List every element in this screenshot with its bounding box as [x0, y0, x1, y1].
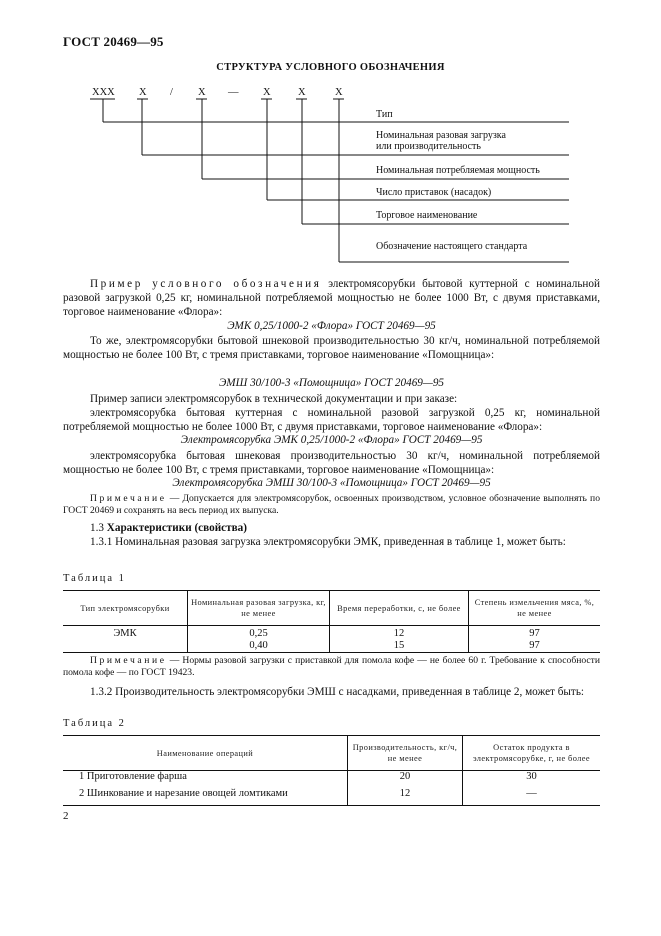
table2-cell-productivity: 12	[348, 788, 463, 806]
table2-header-residue: Остаток продукта в электромясорубке, г, не более	[463, 736, 601, 771]
table1-header-load: Номинальная разовая загрузка, кг, не менее	[188, 591, 330, 626]
section-1-3-title: Характеристики (свойства)	[106, 522, 247, 534]
example1-paragraph	[63, 277, 600, 319]
section-1-3-heading	[63, 521, 600, 535]
label-type: Тип	[376, 109, 393, 120]
designation-structure-diagram	[0, 0, 661, 270]
note2	[63, 655, 600, 679]
label-load-2: или производительность	[376, 141, 481, 152]
table2-cell-operation: 1 Приготовление фарша	[79, 771, 187, 782]
code-power: Х	[198, 87, 206, 98]
table1-cell-time: 12 15	[330, 626, 469, 653]
label-attachments: Число приставок (насадок)	[376, 187, 492, 198]
example2-designation: ЭМШ 30/100-3 «Помощница» ГОСТ 20469—95	[218, 377, 445, 389]
table2-cell-productivity: 20	[348, 771, 463, 789]
table-row	[63, 626, 600, 653]
example2-paragraph: То же, электромясорубки бытовой шнековой производительностью 30 кг/ч, номинальной потребляемой мощностью не более 100 Вт, с тремя приставками, торговое наименование «Помощница»:	[63, 335, 600, 361]
code-type: ХХХ	[92, 87, 115, 98]
table2-header-operation: Наименование операций	[63, 736, 348, 771]
note1	[63, 493, 600, 517]
table1-header-degree: Степень измельчения мяса, %, не менее	[469, 591, 601, 626]
example1-lead: Пример условного обозначения	[90, 278, 322, 290]
example1-text: электромясорубки бытовой куттерной с номинальной разовой загрузкой 0,25 кг, номинальной потребляемой мощностью не более 1000 Вт, с двумя приставками, торговое наименование «Флора»:	[63, 278, 600, 318]
table2-cell-residue: —	[463, 788, 601, 806]
table1	[63, 590, 600, 653]
document-header: ГОСТ 20469—95	[63, 34, 164, 49]
label-power: Номинальная потребляемая мощность	[376, 165, 540, 176]
table1-cell-degree: 97 97	[469, 626, 601, 653]
table-row	[63, 788, 600, 806]
code-trade-name: Х	[298, 87, 306, 98]
code-dash: —	[228, 87, 239, 98]
table-row	[63, 771, 600, 789]
example3-designation1: Электромясорубка ЭМК 0,25/1000-2 «Флора» ГОСТ 20469—95	[180, 434, 483, 446]
note2-text: — Нормы разовой загрузки с приставкой для помола кофе — не более 60 г. Требование к способности помола кофе — по ГОСТ 19423.	[63, 655, 600, 678]
note1-lead: Примечание	[90, 493, 167, 504]
paragraph-1-3-2: 1.3.2 Производительность электромясорубки ЭМШ с насадками, приведенная в таблице 2, может быть:	[90, 686, 585, 698]
label-load-1: Номинальная разовая загрузка	[376, 130, 506, 141]
section-1-3-number: 1.3	[90, 522, 104, 534]
code-slash: /	[170, 87, 173, 98]
page-number: 2	[63, 810, 69, 822]
code-standard: Х	[335, 87, 343, 98]
example3-text2: электромясорубка бытовая шнековая производительностью 30 кг/ч, номинальной потребляемой мощностью не более 100 Вт, с тремя приставками, торговое наименование «Помощница»:	[63, 450, 600, 476]
table2-label: Таблица 2	[63, 718, 126, 729]
table1-cell-load: 0,25 0,40	[188, 626, 330, 653]
note2-lead: Примечание	[90, 655, 167, 666]
table2-header-productivity: Производительность, кг/ч, не менее	[348, 736, 463, 771]
table2-cell-residue: 30	[463, 771, 601, 789]
table2-cell-operation: 2 Шинкование и нарезание овощей ломтиками	[63, 788, 348, 806]
table1-cell-type: ЭМК	[63, 626, 188, 653]
table1-header-time: Время переработки, с, не более	[330, 591, 469, 626]
section-title: СТРУКТУРА УСЛОВНОГО ОБОЗНАЧЕНИЯ	[216, 62, 445, 73]
label-standard: Обозначение настоящего стандарта	[376, 241, 528, 252]
note1-text: — Допускается для электромясорубок, освоенных производством, условное обозначение выполнять по ГОСТ 20469 и сохранять на весь период их выпуска.	[63, 493, 600, 516]
example3-text1: электромясорубка бытовая куттерная с номинальной разовой загрузкой 0,25 кг, номинальной потребляемой мощностью не более 1000 Вт, с двумя приставками, торговое наименование «Флора»:	[63, 407, 600, 433]
code-load: Х	[139, 87, 147, 98]
example3-intro: Пример записи электромясорубок в технической документации и при заказе:	[90, 393, 458, 405]
code-attachments: Х	[263, 87, 271, 98]
table1-label: Таблица 1	[63, 573, 126, 584]
table1-header-type: Тип электромясорубки	[63, 591, 188, 626]
example3-designation2: Электромясорубка ЭМШ 30/100-3 «Помощница» ГОСТ 20469—95	[172, 477, 491, 489]
label-trade-name: Торговое наименование	[376, 210, 478, 221]
table2	[63, 735, 600, 806]
example1-designation: ЭМК 0,25/1000-2 «Флора» ГОСТ 20469—95	[227, 320, 436, 332]
paragraph-1-3-1: 1.3.1 Номинальная разовая загрузка электромясорубки ЭМК, приведенная в таблице 1, может быть:	[90, 536, 566, 548]
